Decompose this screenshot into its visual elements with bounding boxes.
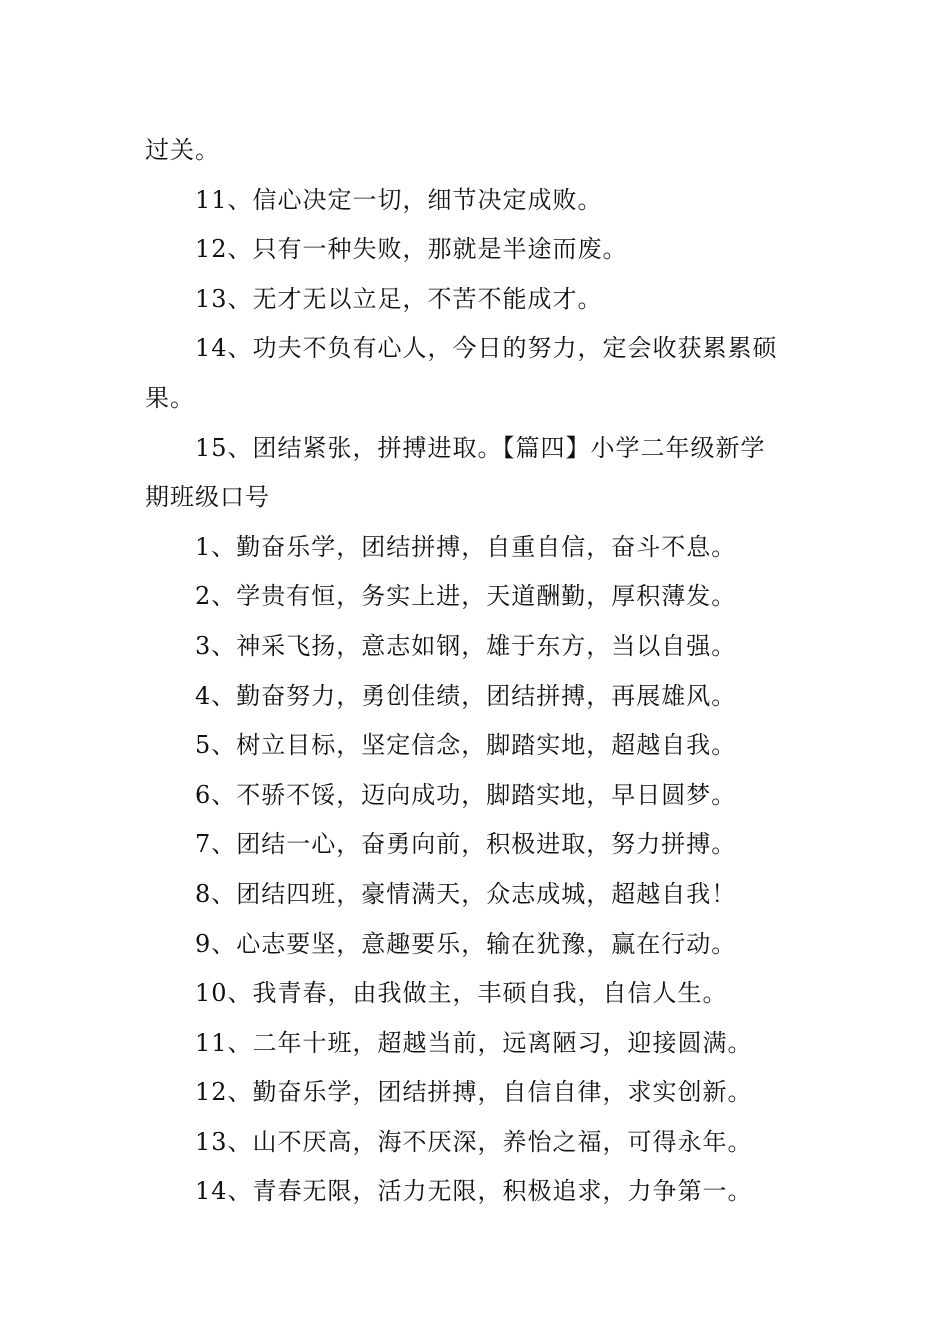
text-line: 过关。 (145, 136, 220, 164)
text-line: 11、二年十班，超越当前，远离陋习，迎接圆满。 (195, 1028, 753, 1057)
text-line: 6、不骄不馁，迈向成功，脚踏实地，早日圆梦。 (195, 780, 737, 809)
text-line: 果。 (145, 383, 195, 412)
text-line: 2、学贵有恒，务实上进，天道酬勤，厚积薄发。 (195, 582, 737, 611)
text-line: 14、功夫不负有心人，今日的努力，定会收获累累硕 (195, 334, 778, 363)
text-line: 12、只有一种失败，那就是半途而废。 (195, 235, 628, 264)
text-line: 5、树立目标，坚定信念，脚踏实地，超越自我。 (195, 731, 737, 760)
text-line: 1、勤奋乐学，团结拼搏，自重自信，奋斗不息。 (195, 532, 737, 561)
text-line: 8、团结四班，豪情满天，众志成城，超越自我！ (195, 879, 737, 908)
text-line: 12、勤奋乐学，团结拼搏，自信自律，求实创新。 (195, 1078, 753, 1107)
text-line: 13、山不厌高，海不厌深，养怡之福，可得永年。 (195, 1127, 753, 1156)
text-line: 3、神采飞扬，意志如钢，雄于东方，当以自强。 (195, 631, 737, 660)
text-line: 15、团结紧张，拼搏进取。【篇四】小学二年级新学 (195, 433, 766, 462)
text-line: 期班级口号 (145, 483, 270, 512)
document-text-body (145, 126, 825, 1217)
text-line: 7、团结一心，奋勇向前，积极进取，努力拼搏。 (195, 830, 737, 859)
text-line: 10、我青春，由我做主，丰硕自我，自信人生。 (195, 979, 728, 1008)
text-line: 13、无才无以立足，不苦不能成才。 (195, 284, 603, 313)
text-line: 11、信心决定一切，细节决定成败。 (195, 185, 603, 214)
text-line: 14、青春无限，活力无限，积极追求，力争第一。 (195, 1177, 753, 1206)
text-line: 4、勤奋努力，勇创佳绩，团结拼搏，再展雄风。 (195, 681, 737, 710)
text-line: 9、心志要坚，意趣要乐，输在犹豫，赢在行动。 (195, 929, 737, 958)
